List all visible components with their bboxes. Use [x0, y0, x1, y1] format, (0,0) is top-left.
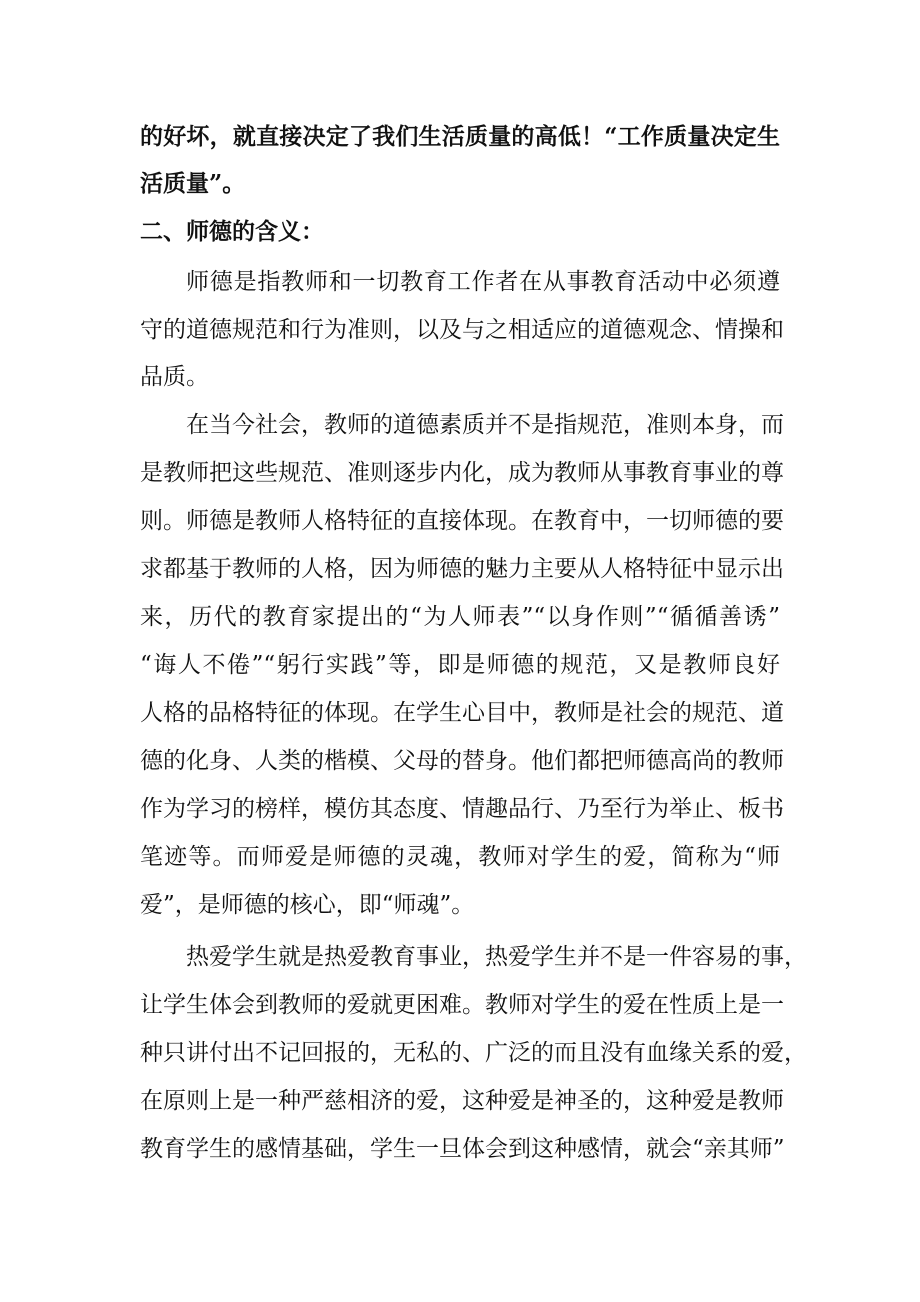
paragraph-line: “诲人不倦”“躬行实践”等，即是师德的规范，又是教师良好	[140, 652, 780, 678]
paragraph-line: 种只讲付出不记回报的，无私的、广泛的而且没有血缘关系的爱，	[140, 1040, 807, 1066]
paragraph-line: 人格的品格特征的体现。在学生心目中，教师是社会的规范、道	[140, 700, 784, 726]
paragraph-line: 作为学习的榜样，模仿其态度、情趣品行、乃至行为举止、板书	[140, 796, 784, 822]
paragraph-line: 师德是指教师和一切教育工作者在从事教育活动中必须遵	[186, 269, 780, 295]
paragraph-line: 在原则上是一种严慈相济的爱，这种爱是神圣的，这种爱是教师	[140, 1088, 784, 1114]
paragraph-line: 笔迹等。而师爱是师德的灵魂，教师对学生的爱，简称为“师	[140, 844, 780, 870]
paragraph-line: 爱”，是师德的核心，即“师魂”。	[140, 892, 475, 918]
paragraph-line: 品质。	[140, 364, 209, 390]
paragraph-line: 则。师德是教师人格特征的直接体现。在教育中，一切师德的要	[140, 508, 784, 534]
paragraph-line: 热爱学生就是热爱教育事业，热爱学生并不是一件容易的事，	[186, 944, 807, 970]
paragraph-line: 教育学生的感情基础，学生一旦体会到这种感情，就会“亲其师”	[140, 1136, 785, 1162]
paragraph-line: 德的化身、人类的楷模、父母的替身。他们都把师德高尚的教师	[140, 748, 784, 774]
text-line: 的好坏，就直接决定了我们生活质量的高低！“工作质量决定生	[140, 123, 780, 150]
paragraph-line: 来，历代的教育家提出的“为人师表”“以身作则”“循循善诱”	[140, 604, 780, 630]
section-heading: 二、师德的含义：	[140, 218, 324, 245]
paragraph-line: 在当今社会，教师的道德素质并不是指规范，准则本身，而	[186, 412, 784, 438]
paragraph-line: 守的道德规范和行为准则，以及与之相适应的道德观念、情操和	[140, 317, 784, 343]
paragraph-line: 是教师把这些规范、准则逐步内化，成为教师从事教育事业的尊	[140, 460, 784, 486]
text-line: 活质量”。	[140, 170, 246, 197]
paragraph-line: 让学生体会到教师的爱就更困难。教师对学生的爱在性质上是一	[140, 992, 784, 1018]
paragraph-line: 求都基于教师的人格，因为师德的魅力主要从人格特征中显示出	[140, 556, 784, 582]
